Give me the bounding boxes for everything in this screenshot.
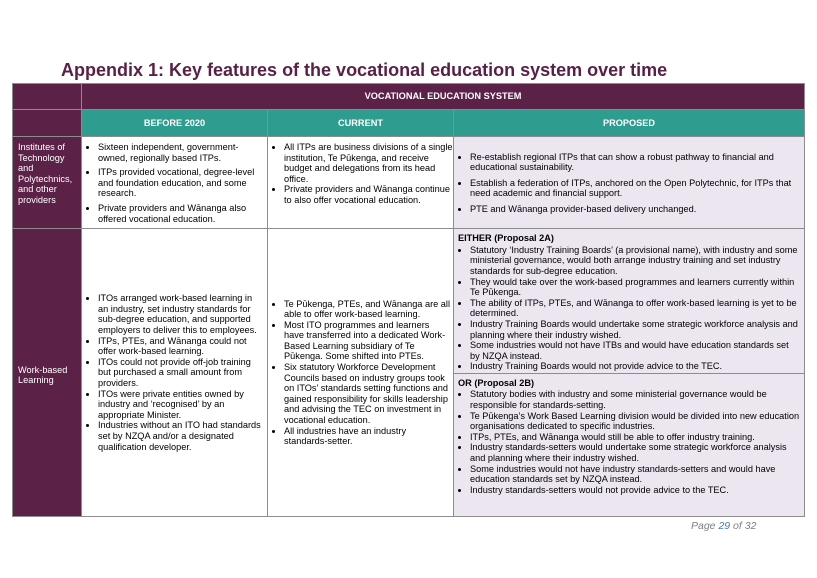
list-item: • All industries have an industry standards-setter. xyxy=(284,426,450,447)
list-item: • Industry standards-setters would undertake some strategic workforce analysis and planning where their industry wished. xyxy=(470,442,800,463)
list-item: • The ability of ITPs, PTEs, and Wānanga to offer work-based learning is yet to be determined. xyxy=(470,298,800,319)
header-corner-2 xyxy=(13,110,82,137)
proposal-2a-block xyxy=(454,229,804,374)
list-item: • Six statutory Workforce Development Councils based on industry groups took on ITOs’ standards setting functions and gained responsibility for skills leadership and advising the TEC on investment in vocational education. xyxy=(284,362,450,426)
cell-wbl-current xyxy=(268,229,454,517)
cell-wbl-proposed xyxy=(454,229,805,517)
page-title: Appendix 1: Key features of the vocational education system over time xyxy=(61,60,668,80)
list-item: • Private providers and Wānanga also offered vocational education. xyxy=(98,203,267,224)
row-label-wbl: Work-based Learning xyxy=(13,229,82,517)
column-header-proposed: PROPOSED xyxy=(454,110,805,137)
list-item: • All ITPs are business divisions of a single institution, Te Pūkenga, and receive budget and delegations from its head office. xyxy=(284,142,453,184)
list-item: • Most ITO programmes and learners have transferred into a dedicated Work-Based Learning subsidiary of Te Pūkenga. Some shifted into PTEs. xyxy=(284,320,450,362)
cell-itp-before xyxy=(82,137,268,229)
list-item: • ITOs were private entities owned by industry and ‘recognised’ by an appropriate Minister. xyxy=(98,389,264,421)
list-item: • PTE and Wānanga provider-based delivery unchanged. xyxy=(470,204,804,215)
list-item: • ITOs could not provide off-job training but purchased a small amount from providers. xyxy=(98,357,264,389)
list-item: • Private providers and Wānanga continue to also offer vocational education. xyxy=(284,184,453,205)
list-itp-before xyxy=(82,137,267,224)
list-itp-current xyxy=(268,137,453,206)
cell-itp-proposed xyxy=(454,137,805,229)
list-item: • Statutory bodies with industry and some ministerial governance would be responsible for standards-setting. xyxy=(470,389,800,410)
cell-itp-current xyxy=(268,137,454,229)
list-item: • Industry Training Boards would not provide advice to the TEC. xyxy=(470,361,800,372)
list-item: • ITOs arranged work-based learning in an industry, set industry standards for sub-degree education, and supported employers to deliver this to employees. xyxy=(98,293,264,335)
list-item: • Establish a federation of ITPs, anchored on the Open Polytechnic, for ITPs that need academic and financial support. xyxy=(470,178,804,199)
list-item: • ITPs provided vocational, degree-level and foundation education, and some research. xyxy=(98,167,267,199)
list-item: • Sixteen independent, government-owned, regionally based ITPs. xyxy=(98,142,267,163)
list-item: • Re-establish regional ITPs that can show a robust pathway to financial and educational sustainability. xyxy=(470,152,804,173)
table-super-header: VOCATIONAL EDUCATION SYSTEM xyxy=(82,84,805,110)
list-proposal-2b xyxy=(454,389,804,495)
page-number: 29 xyxy=(718,520,731,532)
page-footer xyxy=(691,520,756,532)
list-item: • ITPs, PTEs, and Wānanga would still be able to offer industry training. xyxy=(470,432,800,443)
cell-wbl-before xyxy=(82,229,268,517)
list-wbl-before xyxy=(82,293,267,452)
list-item: • Statutory ‘Industry Training Boards’ (a provisional name), with industry and some ministerial governance, would both arrange industry training and set industry standards for sub-degree education. xyxy=(470,245,800,277)
proposal-2b-block xyxy=(454,374,804,496)
header-corner xyxy=(13,84,82,110)
list-item: • Industry Training Boards would undertake some strategic workforce analysis and planning where their industry wished. xyxy=(470,319,800,340)
column-header-current: CURRENT xyxy=(268,110,454,137)
list-item: • Industries without an ITO had standards set by NZQA and/or a designated qualification developer. xyxy=(98,420,264,452)
proposal-2a-heading: EITHER (Proposal 2A) xyxy=(458,233,554,244)
row-label-itp: Institutes of Technology and Polytechnics, and other providers xyxy=(13,137,82,229)
list-item: • Some industries would not have ITBs and would have education standards set by NZQA instead. xyxy=(470,340,800,361)
proposal-2b-heading: OR (Proposal 2B) xyxy=(458,377,535,388)
list-item: • Industry standards-setters would not provide advice to the TEC. xyxy=(470,485,800,496)
list-wbl-current xyxy=(268,299,453,447)
column-header-before: BEFORE 2020 xyxy=(82,110,268,137)
features-table xyxy=(12,83,805,517)
footer-suffix: of 32 xyxy=(730,520,757,532)
list-proposal-2a xyxy=(454,245,804,372)
list-item: • Te Pūkenga, PTEs, and Wānanga are all able to offer work-based learning. xyxy=(284,299,450,320)
list-item: • Some industries would not have industry standards-setters and would have education standards set by NZQA instead. xyxy=(470,464,800,485)
list-item: • Te Pūkenga’s Work Based Learning division would be divided into new education organisations dedicated to specific industries. xyxy=(470,411,800,432)
list-item: • ITPs, PTEs, and Wānanga could not offer work-based learning. xyxy=(98,336,264,357)
list-itp-proposed xyxy=(454,146,804,215)
footer-prefix: Page xyxy=(691,520,719,532)
list-item: • They would take over the work-based programmes and learners currently within Te Pūkenga. xyxy=(470,277,800,298)
